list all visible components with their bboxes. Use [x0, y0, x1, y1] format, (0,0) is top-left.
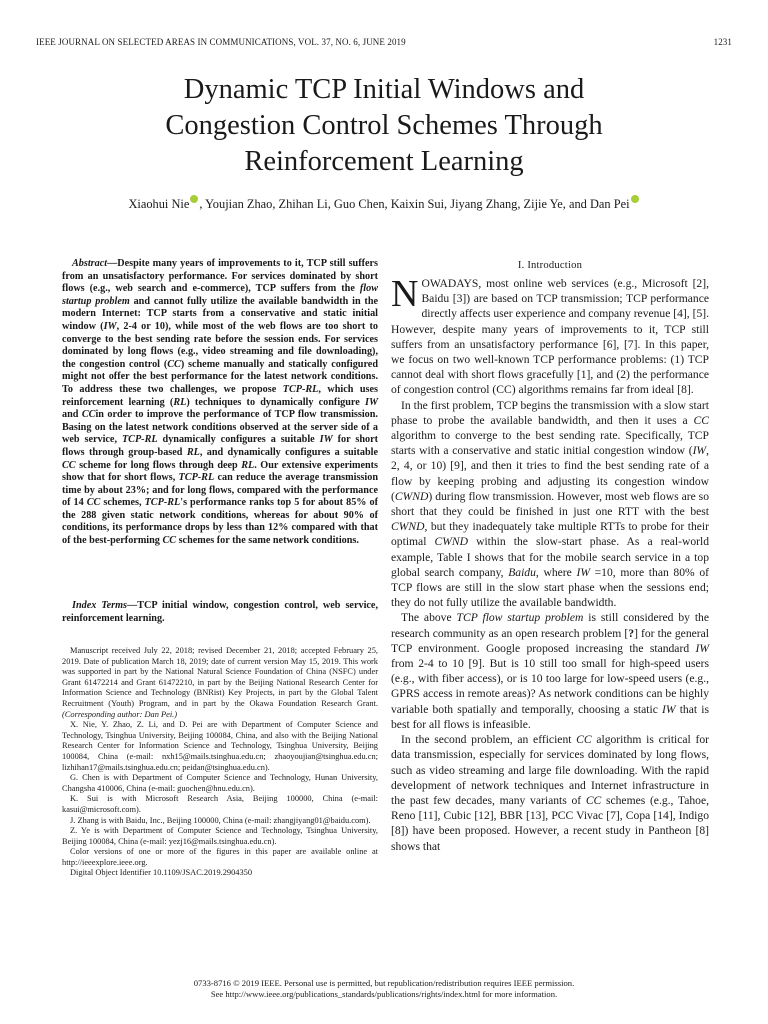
index-terms-label: Index Terms	[72, 600, 128, 611]
abstract-emph: RL	[173, 396, 187, 408]
footnote-manuscript	[62, 646, 378, 720]
abstract-emph: TCP-RL	[178, 472, 215, 484]
paragraph-text: within the slow-start phase. As a real-world example, Table I shows that for the mobile search service in a top global search company,	[391, 535, 709, 579]
intro-paragraph	[391, 273, 710, 398]
paragraph-text: ] for the general TCP environment. Google proposed increasing the standard	[391, 626, 709, 655]
emph: CWND	[391, 520, 425, 534]
footnotes	[62, 646, 378, 879]
introduction-body	[391, 273, 710, 854]
abstract-text: ) scheme manually and statically configured might not offer the best performance for the latest network conditions. To address these two challenges, we propose	[62, 358, 378, 395]
abstract-text: , which uses reinforcement learning (	[62, 383, 378, 408]
emph: IW	[662, 702, 676, 716]
emph: IW	[692, 444, 707, 458]
footnote-doi: Digital Object Identifier 10.1109/JSAC.2019.2904350	[70, 868, 253, 878]
abstract-emph: IW	[319, 434, 333, 446]
title-line-2: Congestion Control Schemes Through	[165, 110, 603, 141]
paragraph-text: algorithm to converge to the best sending rate. Specifically, TCP starts with a conservative and static initial congestion window (	[391, 429, 709, 458]
paragraph-text: that is best for all flows is infeasible.	[391, 702, 709, 731]
orcid-icon[interactable]	[190, 195, 198, 203]
paragraph-text: from 2-4 to 10 [9]. But is 10 still too small for high-speed users (e.g., with fiber access), or is 10 too large for low-speed users (e.g., GPRS access in remote areas)? As network conditions can be highly variable both spatially and temporally, choosing a static	[391, 657, 709, 716]
intro-paragraph	[391, 732, 709, 854]
emph: TCP flow startup problem	[456, 611, 584, 625]
paragraph-text: =10, more than 80% of TCP flows are still in the slow start phase when the sessions end; they do not fully utilize the available bandwidth.	[391, 565, 709, 610]
paragraph-text: In the first problem, TCP begins the transmission with a slow start phase to probe the available bandwidth, and then it uses a	[391, 398, 709, 427]
abstract-emph: flow startup problem	[62, 283, 378, 307]
author-rest: , Youjian Zhao, Zhihan Li, Guo Chen, Kaixin Sui, Jiyang Zhang, Zijie Ye, and Dan Pei	[199, 197, 630, 211]
page-number: 1231	[713, 37, 732, 47]
abstract-text: Despite many years of improvements to it, TCP still suffers from an unsatisfactory performance. For services dominated by short flows (e.g., web search and e-commerce), TCP suffers from the	[62, 258, 378, 295]
abstract-emph: RL	[241, 459, 255, 471]
abstract-emph: CC	[62, 459, 76, 471]
copyright-line-2: See http://www.ieee.org/publications_standards/publications/rights/index.html for more information.	[210, 989, 558, 999]
emph: IW	[576, 565, 590, 579]
paragraph-text: The above	[401, 611, 457, 625]
drop-cap: N	[391, 273, 419, 315]
author-first: Xiaohui Nie	[128, 197, 190, 211]
abstract-label: Abstract	[72, 258, 108, 269]
emph: CWND	[434, 535, 468, 549]
abstract-text: dynamically configures a suitable	[157, 434, 320, 446]
abstract-text: ) techniques to dynamically configure	[186, 396, 365, 408]
paragraph-text: is still considered by the research community as an open research problem [	[391, 611, 709, 640]
emph: CC	[585, 793, 602, 807]
index-terms-dash: —	[127, 600, 138, 611]
abstract-emph: CC	[167, 358, 181, 370]
abstract-text: scheme for long flows through deep	[75, 459, 242, 471]
section-heading: I. Introduction	[517, 260, 583, 271]
abstract-emph: CC	[86, 497, 101, 509]
abstract-text: , 2-4 or 10), while most of the web flows are too short to converge to the best sending rate before the session ends. For services dominated by long flows (e.g., video streaming and file downloading), the congestion control (	[62, 320, 378, 370]
abstract-emph: IW	[364, 396, 379, 408]
paragraph-text: algorithm is critical for data transmission, especially for services dominated by long flows, such as video streaming and large file downloading. With the rapid development of network techniques and Internet infrastructure in the past few decades, many variants of	[391, 733, 709, 807]
footnote-affiliation: Z. Ye is with Department of Computer Science and Technology, Tsinghua University, Beijing 100084, China (e-mail: yezj16@mails.tsinghua.edu.cn).	[62, 826, 378, 846]
paragraph-text: In the second problem, an efficient	[401, 733, 577, 747]
abstract-text: schemes,	[100, 497, 145, 509]
intro-paragraph	[391, 398, 709, 611]
abstract	[62, 258, 378, 548]
corresponding-author: (Corresponding author: Dan Pei.)	[62, 709, 178, 719]
abstract-text: in order to improve the performance of TCP flow transmission. Basing on the latest network conditions observed at the server side of a web service,	[62, 409, 378, 446]
footnote-affiliation: X. Nie, Y. Zhao, Z. Li, and D. Pei are with Department of Computer Science and Technology, Tsinghua University, Beijing 100084, China, and also with the Beijing National Research Center for Information Science and Technology, Tsinghua University, Beijing 100084, China (e-mail: nxh15@mails.tsinghua.edu.cn; zhaoyoujian@tsinghua.edu.cn; lizhihan17@mails.tsinghua.edu.cn; peidan@tsinghua.edu.cn).	[62, 720, 378, 772]
abstract-text: 's performance ranks top 5 for about 85% of the 288 given static network conditions, whereas for about 90% of conditions, its performance drops by less than 12% compared with that of the best-performing	[62, 497, 378, 547]
abstract-text: can reduce the average transmission time by about 23%; and for long flows, compared with the performance of 14	[62, 472, 378, 509]
paragraph-text: , 2, 4, or 10) [9], and then it tries to find the best sending rate of a flow by keeping probing and adjusting its congestion window (	[391, 444, 709, 503]
footnote-affiliation: K. Sui is with Microsoft Research Asia, Beijing 100000, China (e-mail: kasui@microsoft.com).	[62, 794, 378, 814]
copyright-notice	[40, 978, 728, 1000]
emph: IW	[695, 641, 709, 655]
paragraph-text: , where	[535, 565, 577, 579]
emph: CC	[576, 733, 592, 747]
footnote-color-note: Color versions of one or more of the figures in this paper are available online at http://ieeexplore.ieee.org.	[62, 847, 378, 867]
paragraph-text: schemes (e.g., Tahoe, Reno [11], Cubic [12], BBR [13], PCC Vivac [7], Copa [14], Indigo [8]) have been proposed. However, a recent study in Pantheon [8] shows that	[391, 793, 709, 853]
abstract-emph: IW	[103, 320, 117, 332]
footnote-text: Manuscript received July 22, 2018; revised December 21, 2018; accepted February 25, 2019. Date of publication March 18, 2019; date of current version May 15, 2019. This work was supported in part by the National Natural Science Foundation of China (NSFC) under Grant 61472214 and Grant 61472210, in part by the Beijing National Research Center for Information Science and Technology (BNRist) Key Projects, in part by the Global Talent Recruitment (Youth) Program, and in part by the Okawa Foundation Research Grant.	[62, 646, 378, 708]
index-terms-text: TCP initial window, congestion control, web service, reinforcement learning.	[62, 600, 378, 624]
index-terms	[62, 600, 378, 625]
footnote-affiliation: G. Chen is with Department of Computer Science and Technology, Hunan University, Changsha 410006, China (e-mail: guochen@hnu.edu.cn).	[62, 773, 378, 793]
abstract-text: and	[62, 409, 82, 421]
abstract-text: . Our extensive experiments show that for short flows,	[62, 459, 378, 484]
running-header	[36, 37, 732, 51]
orcid-icon[interactable]	[631, 195, 639, 203]
paper-title	[60, 72, 708, 180]
abstract-emph: TCP-RL	[282, 383, 319, 395]
abstract-emph: TCP-RL	[121, 434, 158, 446]
abstract-dash: —	[107, 258, 118, 269]
title-line-3: Reinforcement Learning	[244, 146, 524, 177]
abstract-emph: TCP-RL	[144, 497, 181, 509]
footnote-affiliation: J. Zhang is with Baidu, Inc., Beijing 100000, China (e-mail: zhangjiyang01@baidu.com).	[70, 815, 371, 825]
emph: CC	[693, 413, 709, 427]
journal-name: IEEE JOURNAL ON SELECTED AREAS IN COMMUNICATIONS, VOL. 37, NO. 6, JUNE 2019	[36, 37, 406, 47]
abstract-text: for short flows through group-based	[62, 434, 378, 458]
broken-citation: ?	[628, 626, 635, 640]
abstract-emph: CC	[81, 409, 96, 421]
copyright-line-1: 0733-8716 © 2019 IEEE. Personal use is permitted, but republication/redistribution requires IEEE permission.	[193, 978, 575, 988]
emph: CWND	[394, 489, 429, 503]
paragraph-text: , but they inadequately take multiple RTTs to probe for their optimal	[391, 520, 709, 549]
title-line-1: Dynamic TCP Initial Windows and	[183, 74, 585, 105]
abstract-text: schemes for the same network conditions.	[176, 535, 359, 547]
abstract-emph: CC	[162, 535, 177, 547]
intro-paragraph	[391, 610, 709, 732]
abstract-text: , and dynamically configures a suitable	[199, 446, 378, 458]
author-list	[40, 195, 728, 212]
paragraph-text: OWADAYS, most online web services (e.g., Microsoft [2], Baidu [3]) are based on TCP transmission; TCP performance directly affects user experience and company revenue [4], [5]. However, despite many years of improvements to it, TCP still suffers from an unsatisfactory performance [6], [7]. In this paper, we focus on two well-known TCP performance problems: (1) TCP cannot deal with short flows gracefully [1], and (2) the performance of congestion control (CC) algorithms remains far from ideal [8].	[391, 277, 710, 397]
abstract-emph: RL	[186, 446, 200, 458]
paragraph-text: ) during flow transmission. However, most web flows are so short that they could be finished in just one RTT with the best	[391, 489, 709, 519]
emph: Baidu	[508, 565, 536, 579]
abstract-text: and cannot fully utilize the available bandwidth in the modern Internet: TCP starts from a conservative and static initial window (	[62, 295, 379, 332]
